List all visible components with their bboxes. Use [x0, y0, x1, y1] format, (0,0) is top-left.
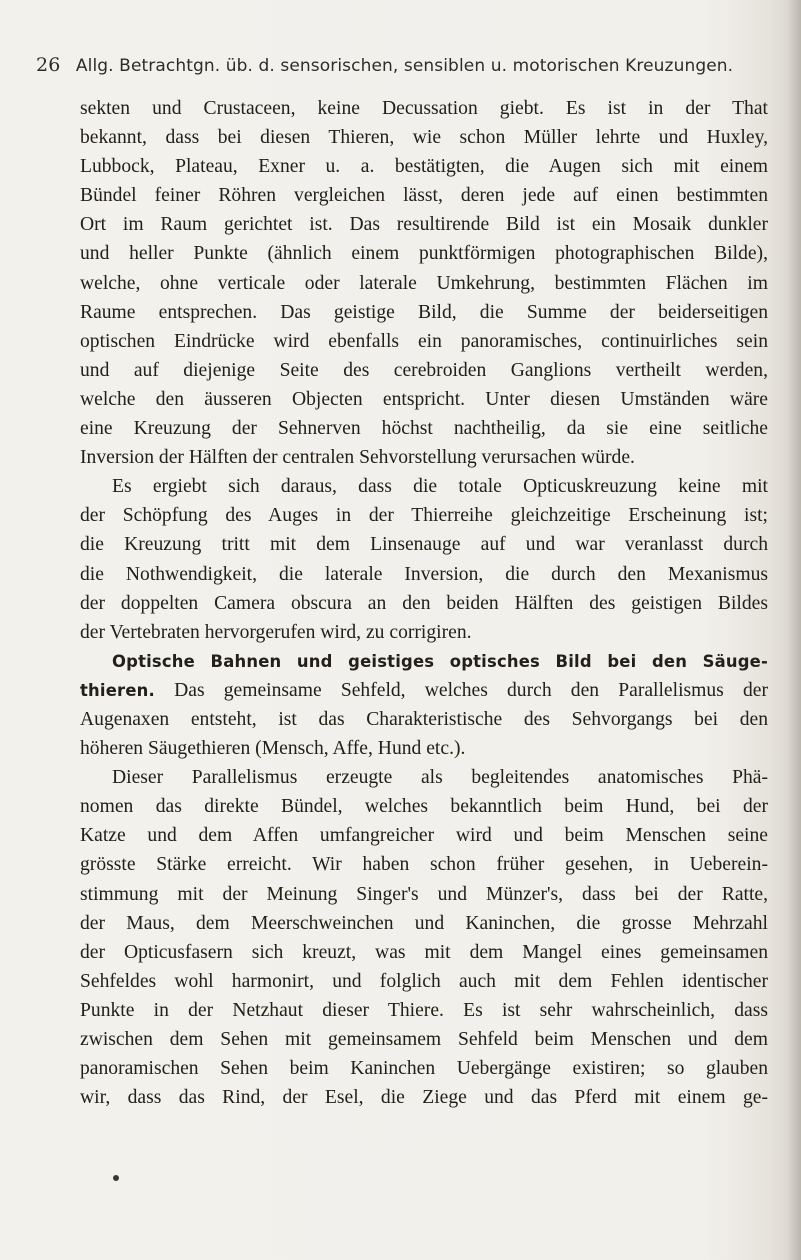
text-line: Raume entsprechen. Das geistige Bild, die Summe der beiderseitigen [80, 301, 768, 323]
paragraph-2 [80, 472, 768, 647]
text-line: die Kreuzung tritt mit dem Linsenauge auf und war veranlasst durch [80, 534, 768, 556]
text-line: Ort im Raum gerichtet ist. Das resultirende Bild ist ein Mosaik dunkler [80, 214, 768, 236]
section-heading-line-2 [80, 676, 768, 705]
text-line: optischen Eindrücke wird ebenfalls ein panoramisches, continuirliches sein [80, 330, 768, 352]
text-line: sekten und Crustaceen, keine Decussation giebt. Es ist in der That [80, 98, 768, 119]
print-speck [113, 1175, 119, 1181]
text-line: bekannt, dass bei diesen Thieren, wie schon Müller lehrte und Huxley, [80, 127, 768, 149]
text-line: der Maus, dem Meerschweinchen und Kaninchen, die grosse Mehrzahl [80, 912, 768, 934]
text-line: nomen das direkte Bündel, welches bekanntlich beim Hund, bei der [80, 796, 768, 818]
text-line: der Vertebraten hervorgerufen wird, zu corrigiren. [80, 621, 472, 643]
text-line: welche, ohne verticale oder laterale Umkehrung, bestimmten Flächen im [80, 272, 768, 294]
section-heading-line [80, 647, 768, 676]
text-line: eine Kreuzung der Sehnerven höchst nachtheilig, da sie eine seitliche [80, 418, 768, 440]
text-line: welche den äusseren Objecten entspricht. Unter diesen Umständen wäre [80, 388, 768, 410]
text-line: Augenaxen entsteht, ist das Charakteristische des Sehvorgangs bei den [80, 708, 768, 730]
paragraph-4 [80, 763, 768, 1112]
text-line: der Schöpfung des Auges in der Thierreihe gleichzeitige Erscheinung ist; [80, 505, 768, 527]
text-line: und heller Punkte (ähnlich einem punktförmigen photographischen Bilde), [80, 243, 768, 265]
section-first-line: Das gemeinsame Sehfeld, welches durch den Parallelismus der [154, 679, 768, 701]
text-line: zwischen dem Sehen mit gemeinsamem Sehfeld beim Menschen und dem [80, 1029, 768, 1050]
text-line: Es ergiebt sich daraus, dass die totale Opticuskreuzung keine mit [112, 476, 768, 498]
text-line: und auf diejenige Seite des cerebroiden Ganglions vertheilt werden, [80, 359, 768, 381]
text-line: höheren Säugethieren (Mensch, Affe, Hund etc.). [80, 738, 466, 760]
section-heading-cont: thieren. [80, 680, 155, 700]
text-line: die Nothwendigkeit, die laterale Inversion, die durch den Mexanismus [80, 563, 768, 585]
paragraph-1 [80, 94, 768, 472]
page-edge-shadow [787, 0, 801, 1260]
running-title: Allg. Betrachtgn. üb. d. sensorischen, sensiblen u. motorischen Kreuzungen. [75, 56, 734, 76]
text-line: Inversion der Hälften der centralen Sehvorstellung verursachen würde. [80, 447, 635, 469]
text-line: panoramischen Sehen beim Kaninchen Uebergänge existiren; so glauben [80, 1058, 768, 1080]
text-line: Bündel feiner Röhren vergleichen lässt, deren jede auf einen bestimmten [80, 185, 768, 207]
text-line: grösste Stärke erreicht. Wir haben schon früher gesehen, in Ueberein- [80, 854, 768, 876]
section-heading: Optische Bahnen und geistiges optisches Bild bei den Säuge- [112, 651, 768, 671]
text-line: stimmung mit der Meinung Singer's und Münzer's, dass bei der Ratte, [80, 883, 768, 905]
running-header [36, 54, 756, 76]
text-line: wir, dass das Rind, der Esel, die Ziege und das Pferd mit einem ge- [80, 1087, 768, 1109]
text-line: der Opticusfasern sich kreuzt, was mit dem Mangel eines gemeinsamen [80, 941, 768, 963]
text-line: Dieser Parallelismus erzeugte als begleitendes anatomisches Phä- [112, 767, 768, 789]
text-line: Punkte in der Netzhaut dieser Thiere. Es ist sehr wahrscheinlich, dass [80, 999, 768, 1021]
text-line: Sehfeldes wohl harmonirt, und folglich auch mit dem Fehlen identischer [80, 970, 768, 992]
text-line: Katze und dem Affen umfangreicher wird und beim Menschen seine [80, 825, 768, 847]
paragraph-3 [80, 647, 768, 763]
text-line: der doppelten Camera obscura an den beiden Hälften des geistigen Bildes [80, 592, 768, 614]
body-text [80, 94, 768, 1112]
text-line: Lubbock, Plateau, Exner u. a. bestätigten, die Augen sich mit einem [80, 156, 768, 178]
page-number: 26 [36, 54, 61, 76]
